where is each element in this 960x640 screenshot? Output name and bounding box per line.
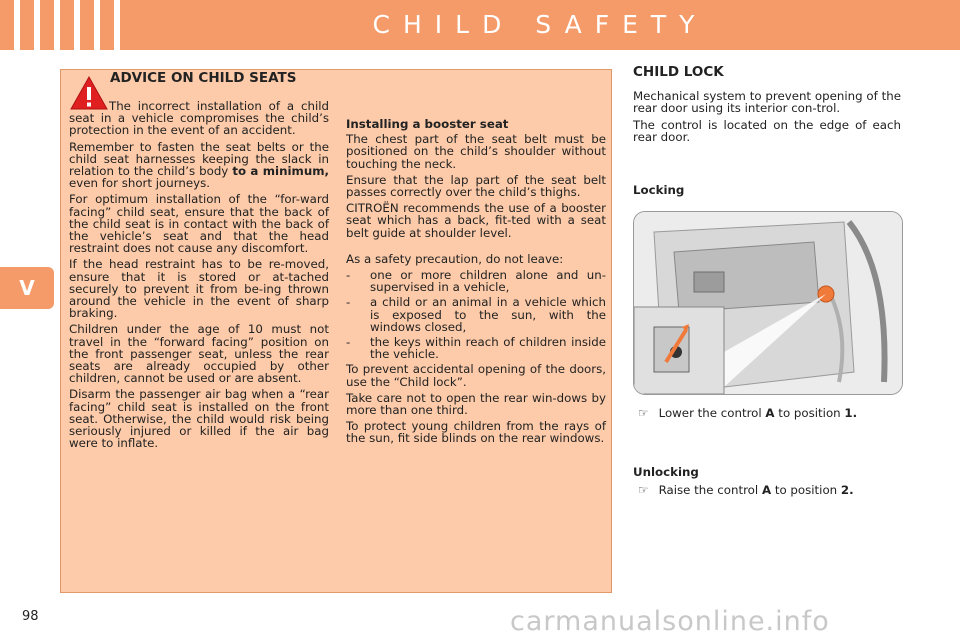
precaution-item: - a child or an animal in a vehicle which is exposed to the sun, with the windows closed, xyxy=(346,295,606,334)
booster-paragraph: CITROËN recommends the use of a booster seat which has a back, fit-ted with a seat belt guide at shoulder level. xyxy=(346,201,606,240)
page-title: CHILD SAFETY xyxy=(372,10,708,39)
advice-paragraph: For optimum installation of the “for-ward facing” child seat, ensure that the back of the child seat is in contact with the back of the vehicle’s seat and that the head restraint does not cause any discomfort. xyxy=(69,192,329,256)
child-lock-paragraph: Mechanical system to prevent opening of the rear door using its interior con-trol. xyxy=(633,89,901,116)
advice-paragraph: The incorrect installation of a child seat in a vehicle compromises the child’s protection in the event of an accident. xyxy=(69,99,329,138)
precaution-intro: As a safety precaution, do not leave: xyxy=(346,251,564,266)
header-stripe xyxy=(74,0,80,50)
booster-heading: Installing a booster seat xyxy=(346,117,509,131)
chapter-tab[interactable]: V xyxy=(0,267,54,309)
child-lock-paragraph: The control is located on the edge of each rear door. xyxy=(633,117,901,144)
advice-paragraph: Disarm the passenger air bag when a “rear facing” child seat is installed on the front seat. Otherwise, the child would risk being seriously injured or killed if the air bag were to inflate. xyxy=(69,387,329,451)
pointing-hand-icon: ☞ xyxy=(638,483,649,497)
page-number: 98 xyxy=(22,609,39,624)
advice-column-left xyxy=(69,100,329,453)
advice-paragraph: Children under the age of 10 must not travel in the “forward facing” position on the front passenger seat, unless the rear seats are already occupied by other children, cannot be used or are absent. xyxy=(69,322,329,386)
booster-paragraph: The chest part of the seat belt must be positioned on the child’s shoulder without touching the neck. xyxy=(346,132,606,171)
locking-instruction: ☞ Lower the control A to position 1. xyxy=(638,406,858,420)
precaution-paragraph: Take care not to open the rear win-dows by more than one third. xyxy=(346,390,606,418)
booster-paragraph: Ensure that the lap part of the seat belt passes correctly over the child’s thighs. xyxy=(346,172,606,200)
child-lock-section xyxy=(633,66,901,147)
locking-heading: Locking xyxy=(633,183,685,197)
child-lock-illustration xyxy=(633,211,903,395)
unlocking-instruction: ☞ Raise the control A to position 2. xyxy=(638,483,854,497)
pointing-hand-icon: ☞ xyxy=(638,406,649,420)
advice-paragraph: Remember to fasten the seat belts or the child seat harnesses keeping the slack in relation to the child’s body to a minimum, even for short journeys. xyxy=(69,139,330,191)
header-stripe xyxy=(94,0,100,50)
header-stripe xyxy=(34,0,40,50)
advice-column-right xyxy=(346,118,606,449)
page-header xyxy=(0,0,960,50)
child-lock-title: CHILD LOCK xyxy=(633,64,724,80)
advice-paragraph: If the head restraint has to be re-moved, ensure that it is stored or at-tached securely to prevent it from be-ing thrown around the vehicle in the event of sharp braking. xyxy=(69,257,329,321)
precaution-item: - the keys within reach of children inside the vehicle. xyxy=(346,335,606,362)
precaution-paragraph: To protect young children from the rays of the sun, fit side blinds on the rear windows. xyxy=(346,419,606,446)
rear-door-illustration xyxy=(634,212,902,394)
watermark: carmanualsonline.info xyxy=(510,606,830,637)
header-stripe xyxy=(14,0,20,50)
header-stripe xyxy=(54,0,60,50)
advice-title: ADVICE ON CHILD SEATS xyxy=(110,70,297,86)
precaution-paragraph: To prevent accidental opening of the doors, use the “Child lock”. xyxy=(346,362,606,389)
precaution-item: - one or more children alone and un-supervised in a vehicle, xyxy=(346,268,606,295)
unlocking-heading: Unlocking xyxy=(633,465,699,479)
